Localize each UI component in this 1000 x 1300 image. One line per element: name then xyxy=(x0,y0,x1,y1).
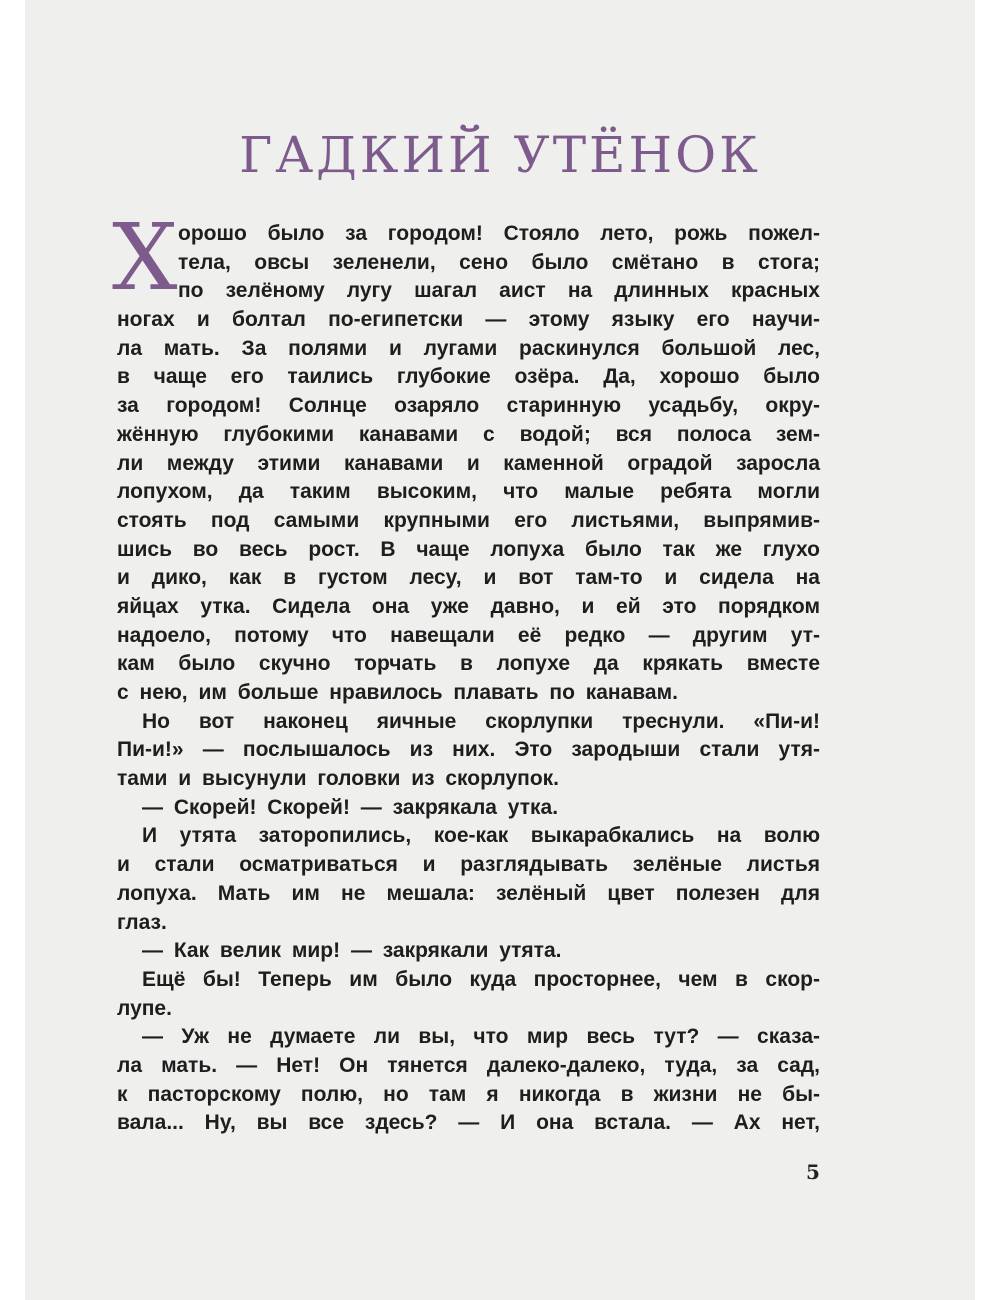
text-line: лопуха. Мать им не мешала: зелёный цвет полезен для xyxy=(117,881,820,905)
text-line: за городом! Солнце озаряло старинную усадьбу, окру- xyxy=(117,394,820,418)
text-line: и дико, как в густом лесу, и вот там-то и сидела на xyxy=(117,566,820,590)
text-line: шись во весь рост. В чаще лопуха было так же глухо xyxy=(117,537,820,561)
text-line: надоело, потому что навещали её редко — другим ут- xyxy=(117,623,820,647)
page-number: 5 xyxy=(806,1160,820,1184)
text-line: орошо было за городом! Стояло лето, рожь пожел- xyxy=(178,222,820,245)
text-line: жённую глубокими канавами с водой; вся полоса зем- xyxy=(117,422,820,446)
text-line: кам было скучно торчать в лопухе да крякать вместе xyxy=(117,652,820,676)
text-line: глаз. xyxy=(117,910,167,934)
text-line: с нею, им больше нравилось плавать по канавам. xyxy=(117,681,678,704)
text-line: Ещё бы! Теперь им было куда просторнее, чем в скор- xyxy=(142,967,820,991)
text-line: в чаще его таились глубокие озёра. Да, хорошо было xyxy=(117,365,820,389)
text-line: И утята заторопились, кое-как выкарабкались на волю xyxy=(142,824,820,848)
text-line: яйцах утка. Сидела она уже давно, и ей это порядком xyxy=(117,594,820,618)
text-line: ла мать. — Нет! Он тянется далеко-далеко, туда, за сад, xyxy=(117,1053,820,1077)
text-line: — Как велик мир! — закрякали утята. xyxy=(142,939,562,963)
text-line: ли между этими канавами и каменной оградой заросла xyxy=(117,451,820,475)
text-line: лопухом, да таким высоким, что малые ребята могли xyxy=(117,480,820,504)
chapter-title: ГАДКИЙ УТЁНОК xyxy=(239,125,761,184)
text-line: — Уж не думаете ли вы, что мир весь тут? — сказа- xyxy=(142,1025,820,1049)
text-line: к пасторскому полю, но там я никогда в жизни не бы- xyxy=(117,1082,820,1106)
body-text xyxy=(117,220,820,1138)
text-line: тами и высунули головки из скорлупок. xyxy=(117,767,560,791)
text-line: стоять под самыми крупными его листьями, выпрямив- xyxy=(117,508,820,532)
drop-cap: Х xyxy=(112,204,178,311)
text-line: по зелёному лугу шагал аист на длинных красных xyxy=(178,279,820,303)
text-line: ногах и болтал по-египетски — этому языку его научи- xyxy=(117,308,820,332)
text-line: лупе. xyxy=(117,996,172,1020)
text-line: Пи-и!» — послышалось из них. Это зародыши стали утя- xyxy=(117,738,820,762)
text-line: — Скорей! Скорей! — закрякала утка. xyxy=(142,795,559,819)
text-line: Но вот наконец яичные скорлупки треснули. «Пи-и! xyxy=(142,709,820,733)
text-line: вала... Ну, вы все здесь? — И она встала. — Ах нет, xyxy=(117,1111,820,1135)
text-line: и стали осматриваться и разглядывать зелёные листья xyxy=(117,853,820,877)
text-line: тела, овсы зеленели, сено было смётано в стога; xyxy=(178,250,820,274)
text-line: ла мать. За полями и лугами раскинулся большой лес, xyxy=(117,336,820,360)
